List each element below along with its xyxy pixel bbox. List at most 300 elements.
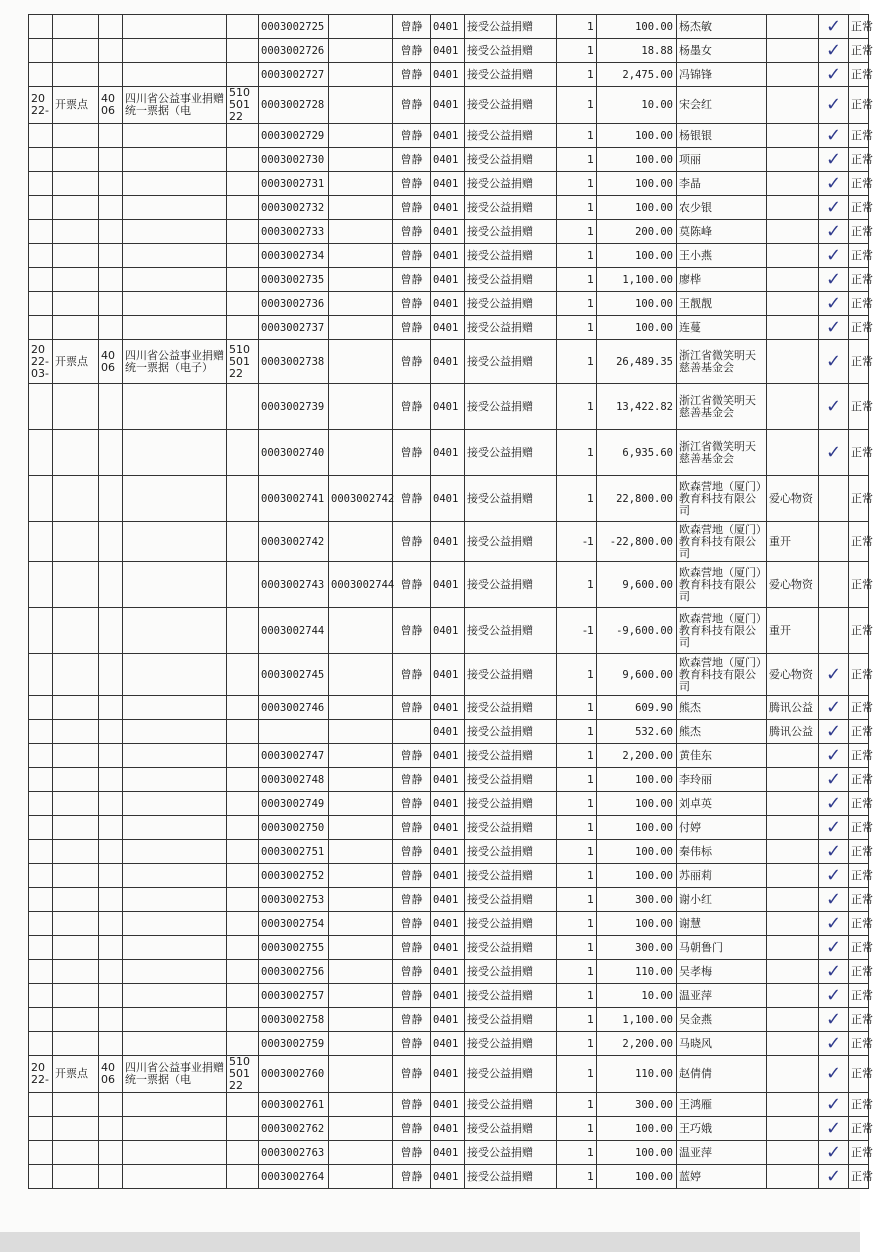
check-mark-cell: ✓ [819,268,849,292]
date-cell [29,936,53,960]
issue-point-cell [53,608,99,654]
note-cell [767,15,819,39]
amount-cell: 2,200.00 [597,1032,677,1056]
date-cell [29,384,53,430]
original-number-cell [329,744,393,768]
handler-cell: 曾静 [393,654,431,696]
item-cell: 接受公益捐赠 [465,39,557,63]
code-cell [99,384,123,430]
handler-cell: 曾静 [393,888,431,912]
receipt-number-cell: 0003002760 [259,1056,329,1093]
code-cell [99,792,123,816]
table-row [29,292,869,316]
receipt-number-cell: 0003002762 [259,1117,329,1141]
tax-number-cell [227,148,259,172]
quantity-cell: 1 [557,292,597,316]
date-cell [29,654,53,696]
date-cell [29,172,53,196]
tax-number-cell [227,654,259,696]
donor-cell: 王鸿雁 [677,1093,767,1117]
status-cell: 正常 [849,1032,869,1056]
table-row [29,960,869,984]
type-code-cell: 0401 [431,888,465,912]
original-number-cell [329,316,393,340]
original-number-cell [329,63,393,87]
handler-cell: 曾静 [393,960,431,984]
quantity-cell: 1 [557,840,597,864]
item-cell: 接受公益捐赠 [465,984,557,1008]
note-cell [767,340,819,384]
receipt-number-cell: 0003002752 [259,864,329,888]
issue-point-cell [53,654,99,696]
issue-point-cell [53,1008,99,1032]
issue-point-cell [53,864,99,888]
receipt-type-cell [123,960,227,984]
type-code-cell: 0401 [431,840,465,864]
type-code-cell: 0401 [431,1008,465,1032]
date-cell [29,268,53,292]
receipt-number-cell: 0003002734 [259,244,329,268]
quantity-cell: 1 [557,172,597,196]
table-row [29,864,869,888]
tax-number-cell [227,936,259,960]
donor-cell: 王小燕 [677,244,767,268]
issue-point-cell [53,984,99,1008]
original-number-cell [329,196,393,220]
amount-cell: 100.00 [597,148,677,172]
check-mark-cell: ✓ [819,172,849,196]
type-code-cell: 0401 [431,1032,465,1056]
donor-cell: 浙江省微笑明天慈善基金会 [677,384,767,430]
status-cell: 正常 [849,292,869,316]
issue-point-cell [53,1032,99,1056]
note-cell: 腾讯公益 [767,720,819,744]
receipt-type-cell [123,816,227,840]
item-cell: 接受公益捐赠 [465,1093,557,1117]
note-cell [767,220,819,244]
receipt-type-cell [123,984,227,1008]
handler-cell: 曾静 [393,792,431,816]
tax-number-cell [227,63,259,87]
issue-point-cell [53,244,99,268]
donor-cell: 马朝鲁门 [677,936,767,960]
issue-point-cell [53,292,99,316]
receipt-type-cell [123,1008,227,1032]
date-cell: 2022-03- [29,340,53,384]
issue-point-cell [53,840,99,864]
amount-cell: 100.00 [597,1165,677,1189]
original-number-cell [329,1093,393,1117]
code-cell [99,39,123,63]
note-cell [767,840,819,864]
receipt-type-cell: 四川省公益事业捐赠统一票据（电 [123,87,227,124]
tax-number-cell [227,476,259,522]
receipt-number-cell: 0003002743 [259,562,329,608]
quantity-cell: 1 [557,562,597,608]
handler-cell: 曾静 [393,292,431,316]
code-cell [99,888,123,912]
check-mark-cell: ✓ [819,768,849,792]
issue-point-cell [53,220,99,244]
receipt-number-cell: 0003002736 [259,292,329,316]
quantity-cell: 1 [557,696,597,720]
code-cell [99,562,123,608]
code-cell [99,936,123,960]
type-code-cell: 0401 [431,340,465,384]
original-number-cell [329,696,393,720]
date-cell [29,608,53,654]
note-cell [767,1008,819,1032]
original-number-cell [329,220,393,244]
type-code-cell: 0401 [431,864,465,888]
code-cell [99,1008,123,1032]
note-cell [767,864,819,888]
donor-cell: 谢慧 [677,912,767,936]
original-number-cell [329,912,393,936]
quantity-cell: 1 [557,1008,597,1032]
status-cell: 正常 [849,912,869,936]
table-row [29,522,869,562]
handler-cell: 曾静 [393,936,431,960]
status-cell: 正常 [849,1056,869,1093]
code-cell [99,268,123,292]
code-cell [99,768,123,792]
handler-cell [393,720,431,744]
handler-cell: 曾静 [393,196,431,220]
receipt-type-cell [123,654,227,696]
status-cell: 正常 [849,984,869,1008]
type-code-cell: 0401 [431,15,465,39]
table-row [29,984,869,1008]
original-number-cell [329,39,393,63]
issue-point-cell [53,476,99,522]
table-row [29,1056,869,1093]
note-cell [767,1141,819,1165]
issue-point-cell [53,912,99,936]
quantity-cell: 1 [557,1093,597,1117]
amount-cell: 100.00 [597,912,677,936]
date-cell [29,316,53,340]
original-number-cell [329,1141,393,1165]
code-cell [99,864,123,888]
table-row [29,720,869,744]
tax-number-cell [227,1008,259,1032]
donor-cell: 欧森营地（厦门）教育科技有限公司 [677,608,767,654]
note-cell [767,384,819,430]
quantity-cell: 1 [557,888,597,912]
note-cell [767,244,819,268]
original-number-cell: 0003002744 [329,562,393,608]
tax-number-cell [227,124,259,148]
type-code-cell: 0401 [431,39,465,63]
code-cell [99,292,123,316]
receipt-number-cell: 0003002751 [259,840,329,864]
check-mark-cell: ✓ [819,654,849,696]
receipt-number-cell: 0003002726 [259,39,329,63]
tax-number-cell [227,696,259,720]
issue-point-cell: 开票点 [53,87,99,124]
quantity-cell: 1 [557,1141,597,1165]
table-row [29,63,869,87]
note-cell [767,1093,819,1117]
quantity-cell: 1 [557,1165,597,1189]
amount-cell: 110.00 [597,960,677,984]
status-cell: 正常 [849,1008,869,1032]
item-cell: 接受公益捐赠 [465,384,557,430]
check-mark-cell: ✓ [819,148,849,172]
handler-cell: 曾静 [393,124,431,148]
amount-cell: 9,600.00 [597,654,677,696]
date-cell [29,744,53,768]
status-cell: 正常 [849,39,869,63]
code-cell [99,63,123,87]
status-cell: 正常 [849,816,869,840]
handler-cell: 曾静 [393,476,431,522]
receipt-type-cell [123,1032,227,1056]
issue-point-cell [53,792,99,816]
status-cell: 正常 [849,792,869,816]
note-cell: 爱心物资 [767,654,819,696]
code-cell [99,840,123,864]
check-mark-cell: ✓ [819,1117,849,1141]
note-cell [767,148,819,172]
date-cell [29,63,53,87]
tax-number-cell [227,960,259,984]
status-cell: 正常 [849,522,869,562]
receipt-number-cell: 0003002764 [259,1165,329,1189]
donor-cell: 冯锦锋 [677,63,767,87]
amount-cell: 100.00 [597,864,677,888]
check-mark-cell: ✓ [819,384,849,430]
table-row [29,1008,869,1032]
receipt-type-cell [123,384,227,430]
item-cell: 接受公益捐赠 [465,792,557,816]
issue-point-cell [53,696,99,720]
check-mark-cell: ✓ [819,39,849,63]
item-cell: 接受公益捐赠 [465,888,557,912]
handler-cell: 曾静 [393,984,431,1008]
donor-cell: 王靓靓 [677,292,767,316]
amount-cell: 22,800.00 [597,476,677,522]
date-cell [29,196,53,220]
receipt-number-cell: 0003002737 [259,316,329,340]
donor-cell: 熊杰 [677,696,767,720]
type-code-cell: 0401 [431,1117,465,1141]
amount-cell: 10.00 [597,984,677,1008]
tax-number-cell [227,792,259,816]
date-cell [29,1165,53,1189]
quantity-cell: 1 [557,340,597,384]
code-cell [99,148,123,172]
receipt-type-cell [123,15,227,39]
receipt-number-cell: 0003002741 [259,476,329,522]
handler-cell: 曾静 [393,840,431,864]
status-cell: 正常 [849,244,869,268]
date-cell [29,476,53,522]
handler-cell: 曾静 [393,1117,431,1141]
item-cell: 接受公益捐赠 [465,476,557,522]
code-cell [99,1032,123,1056]
date-cell [29,220,53,244]
original-number-cell [329,292,393,316]
note-cell [767,292,819,316]
code-cell [99,476,123,522]
issue-point-cell [53,268,99,292]
code-cell [99,816,123,840]
tax-number-cell [227,744,259,768]
donor-cell: 农少银 [677,196,767,220]
date-cell [29,864,53,888]
original-number-cell [329,148,393,172]
receipt-type-cell [123,720,227,744]
date-cell [29,124,53,148]
note-cell [767,888,819,912]
original-number-cell [329,124,393,148]
status-cell: 正常 [849,1093,869,1117]
original-number-cell [329,654,393,696]
status-cell: 正常 [849,220,869,244]
issue-point-cell [53,936,99,960]
invoice-register-table [28,14,873,1189]
tax-number-cell [227,1165,259,1189]
table-row [29,148,869,172]
receipt-number-cell: 0003002756 [259,960,329,984]
receipt-number-cell: 0003002744 [259,608,329,654]
status-cell: 正常 [849,340,869,384]
code-cell [99,220,123,244]
item-cell: 接受公益捐赠 [465,1117,557,1141]
status-cell: 正常 [849,1165,869,1189]
issue-point-cell [53,124,99,148]
donor-cell: 吴孝梅 [677,960,767,984]
amount-cell: 6,935.60 [597,430,677,476]
receipt-number-cell: 0003002761 [259,1093,329,1117]
item-cell: 接受公益捐赠 [465,960,557,984]
quantity-cell: 1 [557,476,597,522]
table-row [29,39,869,63]
amount-cell: 100.00 [597,816,677,840]
type-code-cell: 0401 [431,220,465,244]
handler-cell: 曾静 [393,430,431,476]
table-row [29,840,869,864]
type-code-cell: 0401 [431,696,465,720]
original-number-cell [329,430,393,476]
type-code-cell: 0401 [431,522,465,562]
receipt-type-cell [123,608,227,654]
issue-point-cell [53,720,99,744]
donor-cell: 莫陈峰 [677,220,767,244]
code-cell [99,1117,123,1141]
quantity-cell: 1 [557,960,597,984]
amount-cell: 100.00 [597,244,677,268]
receipt-type-cell [123,562,227,608]
check-mark-cell: ✓ [819,124,849,148]
handler-cell: 曾静 [393,816,431,840]
handler-cell: 曾静 [393,87,431,124]
type-code-cell: 0401 [431,87,465,124]
receipt-type-cell [123,172,227,196]
check-mark-cell: ✓ [819,720,849,744]
status-cell: 正常 [849,384,869,430]
status-cell: 正常 [849,654,869,696]
tax-number-cell [227,984,259,1008]
quantity-cell: -1 [557,608,597,654]
tax-number-cell [227,608,259,654]
amount-cell: 609.90 [597,696,677,720]
handler-cell: 曾静 [393,15,431,39]
amount-cell: 100.00 [597,15,677,39]
amount-cell: 100.00 [597,768,677,792]
check-mark-cell: ✓ [819,912,849,936]
donor-cell: 项丽 [677,148,767,172]
date-cell: 2022- [29,1056,53,1093]
quantity-cell: 1 [557,912,597,936]
donor-cell: 杨墨女 [677,39,767,63]
original-number-cell [329,268,393,292]
tax-number-cell [227,268,259,292]
date-cell: 2022- [29,87,53,124]
tax-number-cell [227,384,259,430]
handler-cell: 曾静 [393,148,431,172]
amount-cell: 110.00 [597,1056,677,1093]
check-mark-cell [819,608,849,654]
receipt-type-cell [123,124,227,148]
receipt-number-cell: 0003002748 [259,768,329,792]
check-mark-cell: ✓ [819,87,849,124]
table-row [29,340,869,384]
issue-point-cell [53,39,99,63]
receipt-type-cell [123,316,227,340]
issue-point-cell [53,1141,99,1165]
amount-cell: 100.00 [597,840,677,864]
note-cell [767,912,819,936]
handler-cell: 曾静 [393,340,431,384]
type-code-cell: 0401 [431,816,465,840]
receipt-type-cell [123,1117,227,1141]
amount-cell: 1,100.00 [597,268,677,292]
item-cell: 接受公益捐赠 [465,316,557,340]
receipt-type-cell [123,476,227,522]
item-cell: 接受公益捐赠 [465,744,557,768]
quantity-cell: 1 [557,654,597,696]
issue-point-cell [53,316,99,340]
receipt-number-cell [259,720,329,744]
table-row [29,912,869,936]
tax-number-cell [227,172,259,196]
receipt-type-cell [123,1165,227,1189]
check-mark-cell: ✓ [819,888,849,912]
quantity-cell: 1 [557,268,597,292]
type-code-cell: 0401 [431,984,465,1008]
handler-cell: 曾静 [393,608,431,654]
scan-bottom-margin [0,1232,860,1252]
amount-cell: -9,600.00 [597,608,677,654]
original-number-cell: 0003002742 [329,476,393,522]
quantity-cell: 1 [557,720,597,744]
status-cell: 正常 [849,1117,869,1141]
receipt-type-cell [123,292,227,316]
donor-cell: 连蔓 [677,316,767,340]
donor-cell: 吴金燕 [677,1008,767,1032]
status-cell: 正常 [849,744,869,768]
note-cell [767,172,819,196]
receipt-type-cell: 四川省公益事业捐赠统一票据（电 [123,1056,227,1093]
handler-cell: 曾静 [393,696,431,720]
table-row [29,1165,869,1189]
donor-cell: 欧森营地（厦门）教育科技有限公司 [677,654,767,696]
item-cell: 接受公益捐赠 [465,816,557,840]
date-cell [29,840,53,864]
